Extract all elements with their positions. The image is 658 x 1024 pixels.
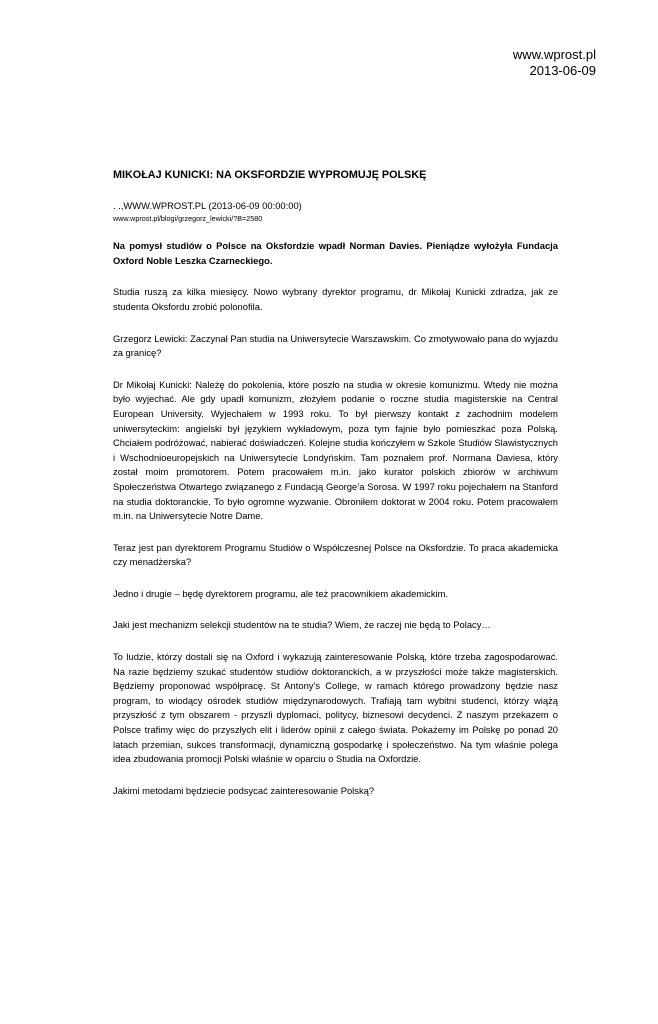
article-url: www.wprost.pl/blogi/grzegorz_lewicki/?B=2580 [113, 214, 263, 224]
article-source-line: . .,WWW.WPROST.PL (2013-06-09 00:00:00) [113, 199, 302, 211]
article-title: MIKOŁAJ KUNICKI: NA OKSFORDZIE WYPROMUJĘ POLSKĘ [113, 169, 427, 181]
paragraph-intro: Studia ruszą za kilka miesięcy. Nowo wybrany dyrektor programu, dr Mikołaj Kunicki zdradza, jak ze studenta Oksfordu zrobić polonofila. [113, 286, 558, 312]
source-date: 2013-06-09 [529, 63, 596, 78]
paragraph-question-4: Jakimi metodami będziecie podsycać zainteresowanie Polską? [113, 784, 375, 796]
article [113, 168, 558, 815]
paragraph-question-2: Teraz jest pan dyrektorem Programu Studiów o Współczesnej Polsce na Oksfordzie. To praca akademicka czy menadżerska? [113, 541, 558, 568]
source-site: www.wprost.pl [512, 47, 596, 62]
paragraph-answer-2: Jedno i drugie – będę dyrektorem programu, ale też pracownikiem akademickim. [113, 587, 449, 599]
paragraph-question-1: Grzegorz Lewicki: Zaczynał Pan studia na Uniwersytecie Warszawskim. Co zmotywowało pana do wyjazdu za granicę? [113, 332, 558, 359]
article-lead: Na pomysł studiów o Polsce na Oksfordzie wpadł Norman Davies. Pieniądze wyłożyła Fundacja Oxford Noble Leszka Czarneckiego. [113, 240, 558, 266]
paragraph-answer-3: To ludzie, którzy dostali się na Oxford i wykazują zainteresowanie Polską, które trzeba zagospodarować. Na razie będziemy szukać studentów studiów doktoranckich, a w przyszłości może także magisterskich. Będziemy proponować współpracę. St Antony’s College, w ramach którego prowadzony będzie nasz program, to wiodący ośrodek studiów międzynarodowych. Trafiają tam wybitni studenci, którzy wiążą przyszłość z tym obszarem - przyszli dyplomaci, politycy, biznesowi decydenci. Z naszym przekazem o Polsce trafimy więc do przyszłych elit i liderów opinii z całego świata. Pokażemy im Polskę po ponad 20 latach przemian, sukces transformacji, dynamiczną gospodarkę i społeczeństwo. Na tym właśnie polega idea zbudowania promocji Polski właśnie w oparciu o Studia na Oxfordzie. [113, 651, 558, 765]
paragraph-question-3: Jaki jest mechanizm selekcji studentów na te studia? Wiem, że raczej nie będą to Polacy… [113, 619, 491, 631]
paragraph-answer-1: Dr Mikołaj Kunicki: Należę do pokolenia, które poszło na studia w okresie komunizmu. Wtedy nie można było wyjechać. Ale gdy upadł komunizm, złożyłem podanie o roczne studia magisterskie na Central European University. Wyjechałem w 1993 roku. To był pierwszy kontakt z zachodnim modelem uniwersyteckim: angielski był językiem wykładowym, poza tym fajnie było pomieszkać poza Polską. Chciałem podróżować, nabierać doświadczeń. Kolejne studia kończyłem w Szkole Studiów Slawistycznych i Wschodnioeuropejskich na Uniwersytecie Londyńskim. Tam poznałem prof. Normana Daviesa, który został moim promotorem. Potem pracowałem m.in. jako kurator polskich zbiorów w archiwum Społeczeństwa Otwartego związanego z Fundacją George’a Sorosa. W 1997 roku pojechałem na Stanford na studia doktoranckie. To było ogromne wyzwanie. Obroniłem doktorat w 2004 roku. Potem pracowałem m.in. na Uniwersytecie Notre Dame. [113, 378, 558, 522]
source-header [513, 47, 596, 79]
